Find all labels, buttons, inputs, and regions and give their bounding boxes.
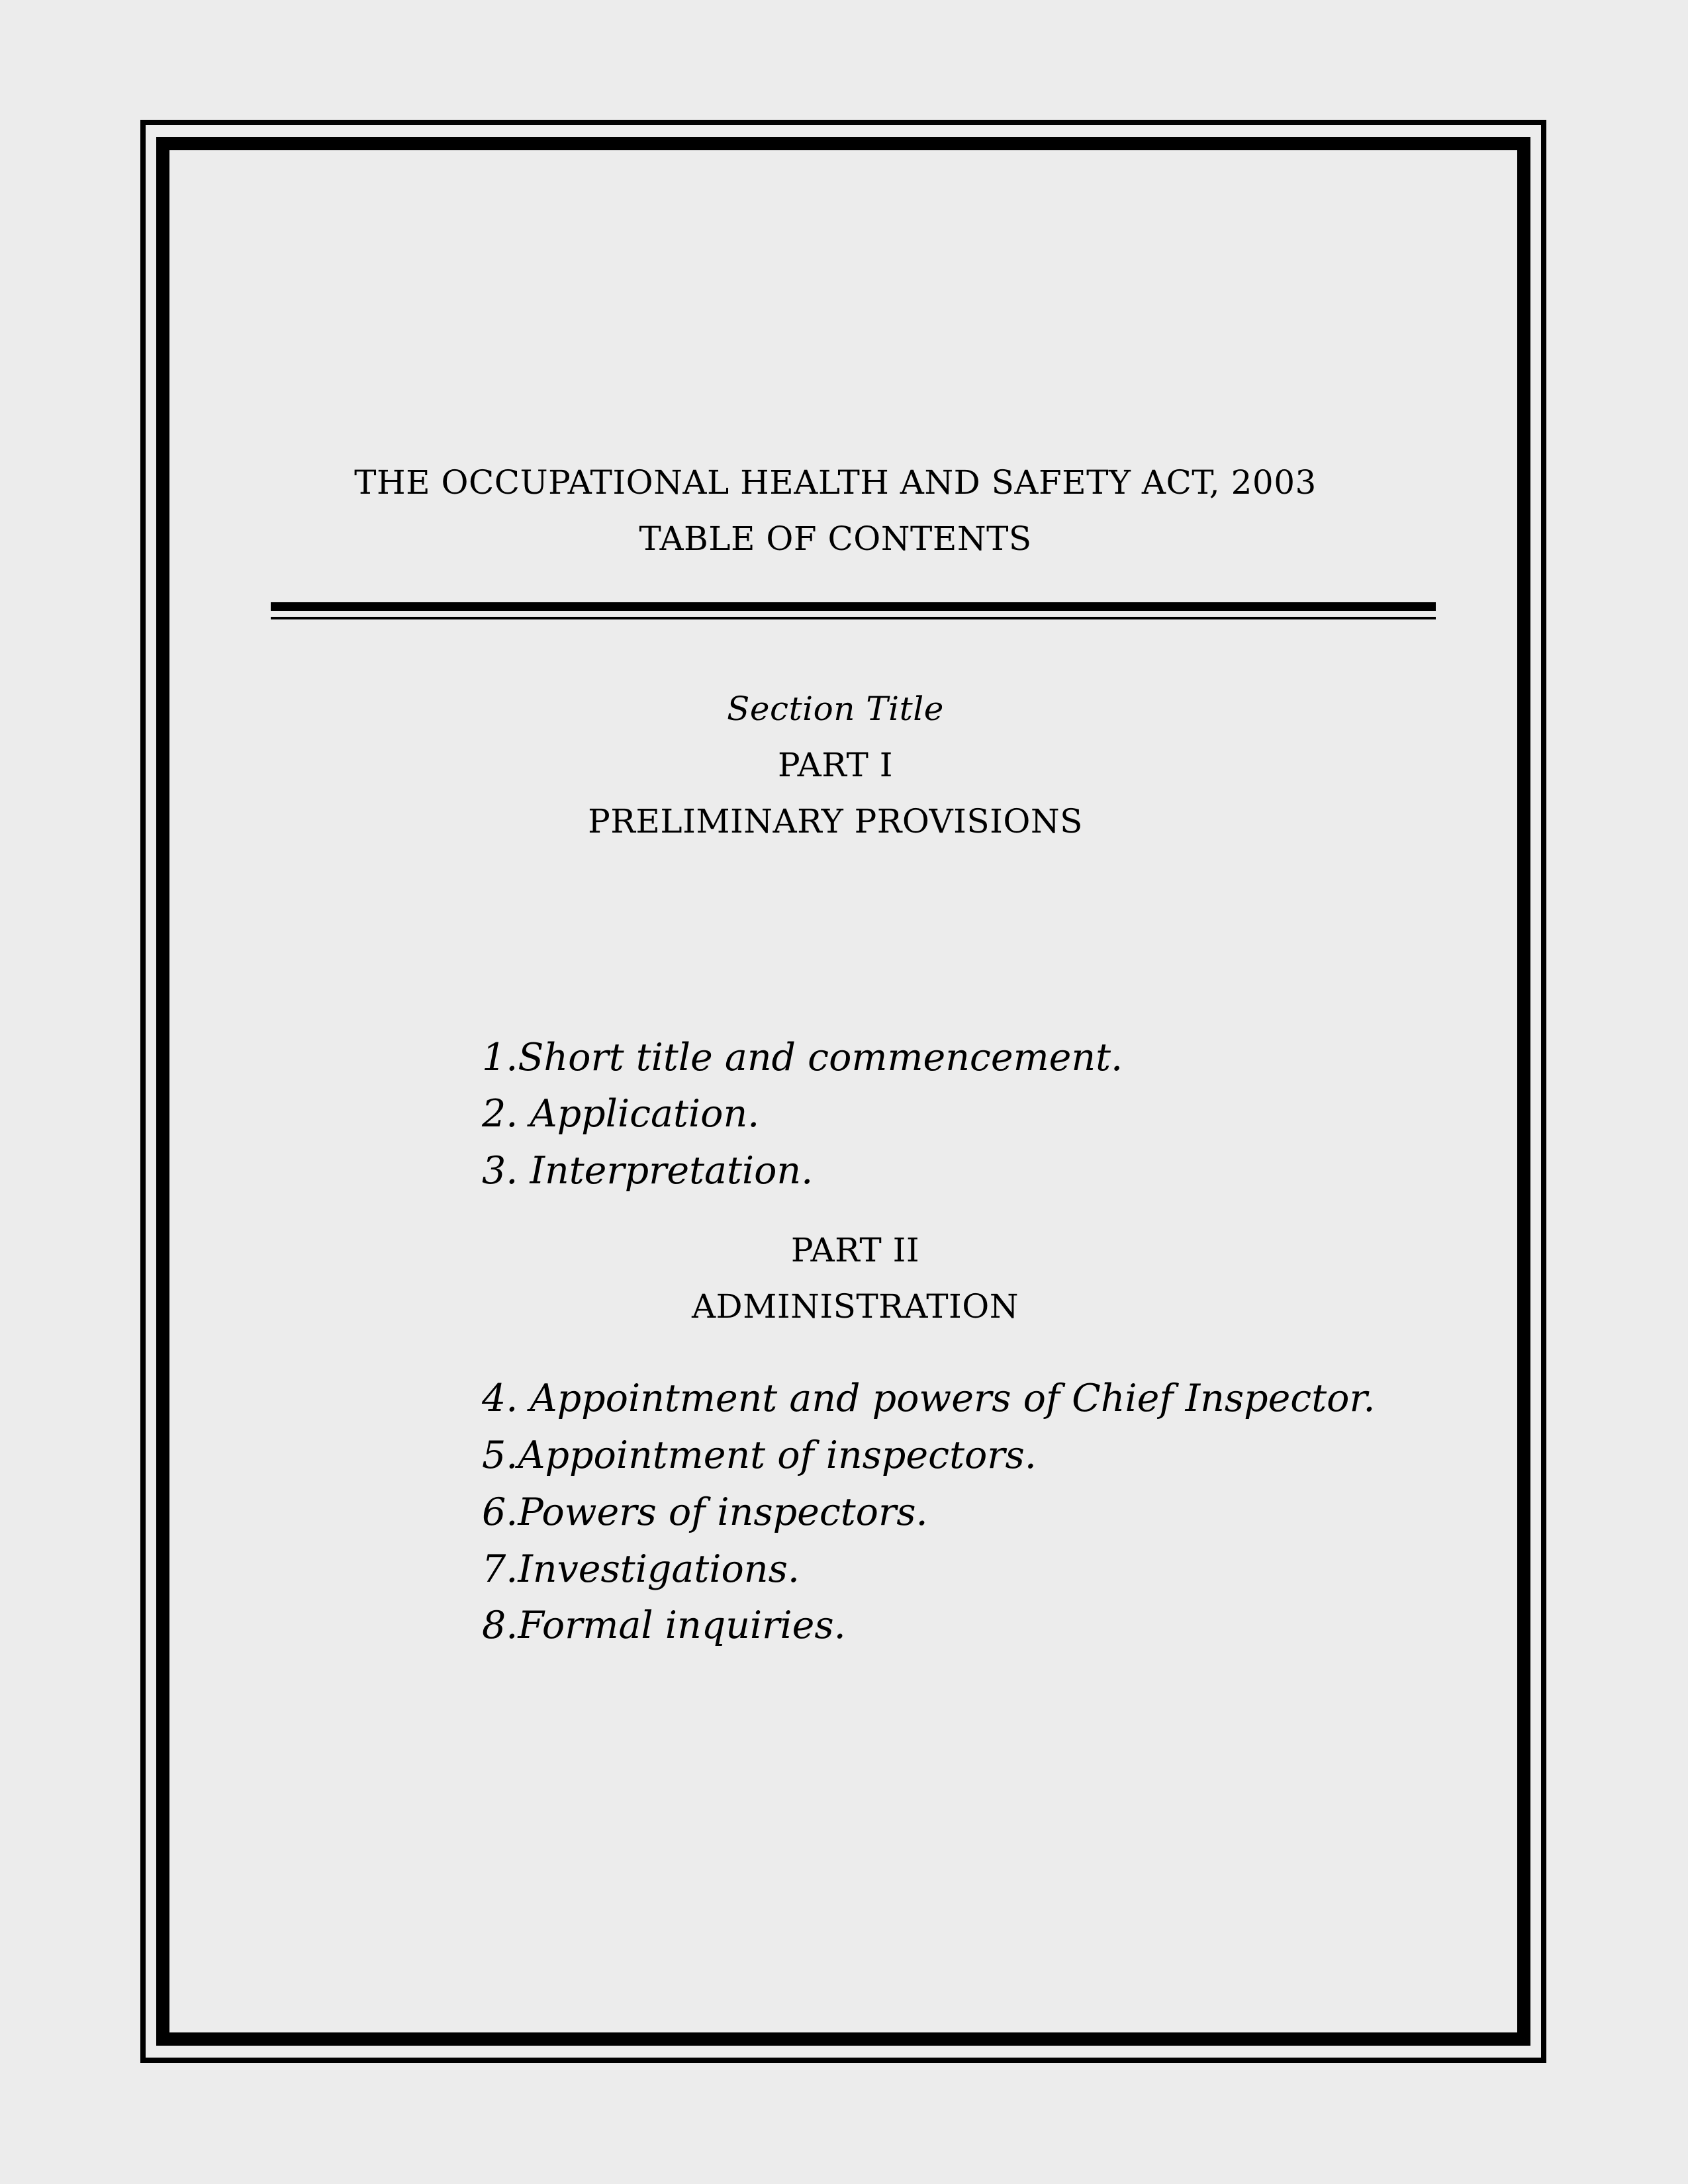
- part-2-title: ADMINISTRATION: [691, 1287, 1019, 1326]
- toc-item[interactable]: 3. Interpretation.: [482, 1149, 814, 1193]
- part-1-label: PART I: [778, 746, 893, 784]
- toc-item[interactable]: 2. Application.: [482, 1092, 760, 1136]
- title-rule-thin: [271, 617, 1436, 619]
- document-title: THE OCCUPATIONAL HEALTH AND SAFETY ACT, 2003: [354, 463, 1317, 502]
- title-rule-thick: [271, 602, 1436, 611]
- toc-item[interactable]: 8.Formal inquiries.: [482, 1604, 846, 1647]
- toc-item[interactable]: 7.Investigations.: [482, 1547, 800, 1591]
- document-subtitle: TABLE OF CONTENTS: [639, 520, 1032, 558]
- toc-item[interactable]: 5.Appointment of inspectors.: [482, 1433, 1037, 1477]
- column-label: Section Title: [727, 690, 944, 728]
- page-border-inner: [156, 137, 1530, 2046]
- part-2-label: PART II: [790, 1231, 920, 1269]
- toc-item[interactable]: 4. Appointment and powers of Chief Inspector.: [482, 1377, 1376, 1420]
- toc-item[interactable]: 6.Powers of inspectors.: [482, 1490, 928, 1534]
- toc-item[interactable]: 1.Short title and commencement.: [482, 1036, 1123, 1079]
- part-1-title: PRELIMINARY PROVISIONS: [588, 802, 1083, 841]
